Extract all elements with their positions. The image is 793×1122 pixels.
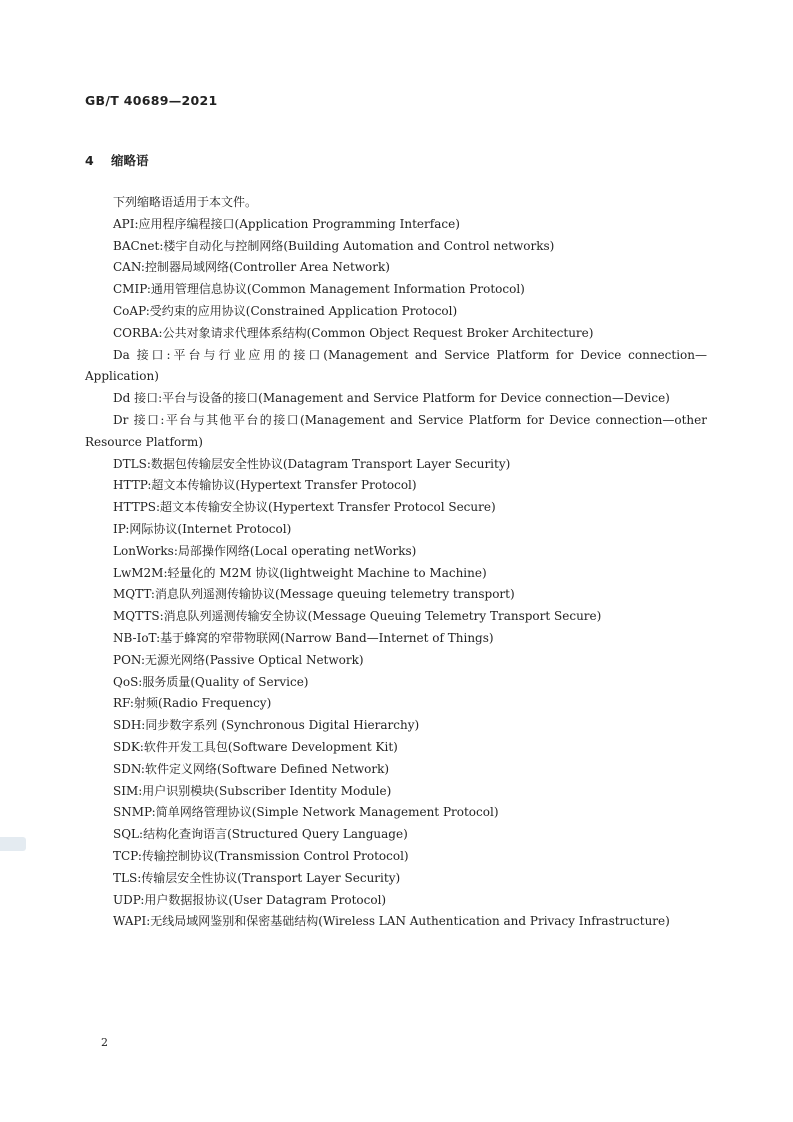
standard-number: GB/T 40689—2021	[85, 93, 218, 108]
list-item: MQTT:消息队列遥测传输协议(Message queuing telemetry transport)	[113, 587, 515, 602]
list-item: NB-IoT:基于蜂窝的窄带物联网(Narrow Band—Internet of Things)	[113, 630, 494, 645]
list-item: IP:网际协议(Internet Protocol)	[113, 521, 292, 536]
intro-text: 下列缩略语适用于本文件。	[113, 195, 258, 209]
list-item: TLS:传输层安全性协议(Transport Layer Security)	[113, 870, 401, 885]
list-item: API:应用程序编程接口(Application Programming Interface)	[113, 216, 460, 231]
side-tab-marker	[0, 837, 26, 851]
list-item: SDK:软件开发工具包(Software Development Kit)	[113, 739, 398, 754]
list-item: SDN:软件定义网络(Software Defined Network)	[113, 761, 390, 776]
list-item: Dd 接口:平台与设备的接口(Management and Service Platform for Device connection—Device)	[113, 391, 670, 406]
list-item: LonWorks:局部操作网络(Local operating netWorks)	[113, 543, 417, 558]
section-heading	[85, 151, 149, 169]
list-item: CAN:控制器局域网络(Controller Area Network)	[113, 260, 390, 275]
list-item: MQTTS:消息队列遥测传输安全协议(Message Queuing Telemetry Transport Secure)	[113, 609, 602, 624]
abbreviation-list	[85, 192, 707, 933]
list-item: SIM:用户识别模块(Subscriber Identity Module)	[113, 783, 392, 798]
list-item: HTTP:超文本传输协议(Hypertext Transfer Protocol)	[113, 478, 417, 493]
list-item: CoAP:受约束的应用协议(Constrained Application Protocol)	[113, 303, 458, 318]
list-item: Da 接口:平台与行业应用的接口(Management and Service Platform for Device connection—Application)	[85, 347, 707, 384]
list-item: HTTPS:超文本传输安全协议(Hypertext Transfer Protocol Secure)	[113, 500, 496, 515]
list-item: SDH:同步数字系列 (Synchronous Digital Hierarchy)	[113, 718, 420, 733]
list-item: WAPI:无线局域网鉴别和保密基础结构(Wireless LAN Authentication and Privacy Infrastructure)	[113, 914, 670, 929]
list-item: TCP:传输控制协议(Transmission Control Protocol)	[113, 848, 409, 863]
list-item: UDP:用户数据报协议(User Datagram Protocol)	[113, 892, 387, 907]
list-item: PON:无源光网络(Passive Optical Network)	[113, 652, 364, 667]
section-title: 缩略语	[111, 153, 149, 168]
list-item: RF:射频(Radio Frequency)	[113, 696, 272, 711]
list-item: Dr 接口:平台与其他平台的接口(Management and Service Platform for Device connection—other Resource Platform)	[85, 412, 707, 449]
list-item: BACnet:楼宇自动化与控制网络(Building Automation and Control networks)	[113, 238, 555, 253]
list-item: SNMP:简单网络管理协议(Simple Network Management Protocol)	[113, 805, 499, 820]
list-item: DTLS:数据包传输层安全性协议(Datagram Transport Layer Security)	[113, 456, 511, 471]
list-item: QoS:服务质量(Quality of Service)	[113, 674, 309, 689]
list-item: CORBA:公共对象请求代理体系结构(Common Object Request Broker Architecture)	[113, 325, 594, 340]
list-item: SQL:结构化查询语言(Structured Query Language)	[113, 827, 408, 842]
list-item: CMIP:通用管理信息协议(Common Management Information Protocol)	[113, 282, 525, 297]
section-number: 4	[85, 153, 94, 168]
list-item: LwM2M:轻量化的 M2M 协议(lightweight Machine to Machine)	[113, 565, 487, 580]
page-number: 2	[101, 1036, 108, 1049]
